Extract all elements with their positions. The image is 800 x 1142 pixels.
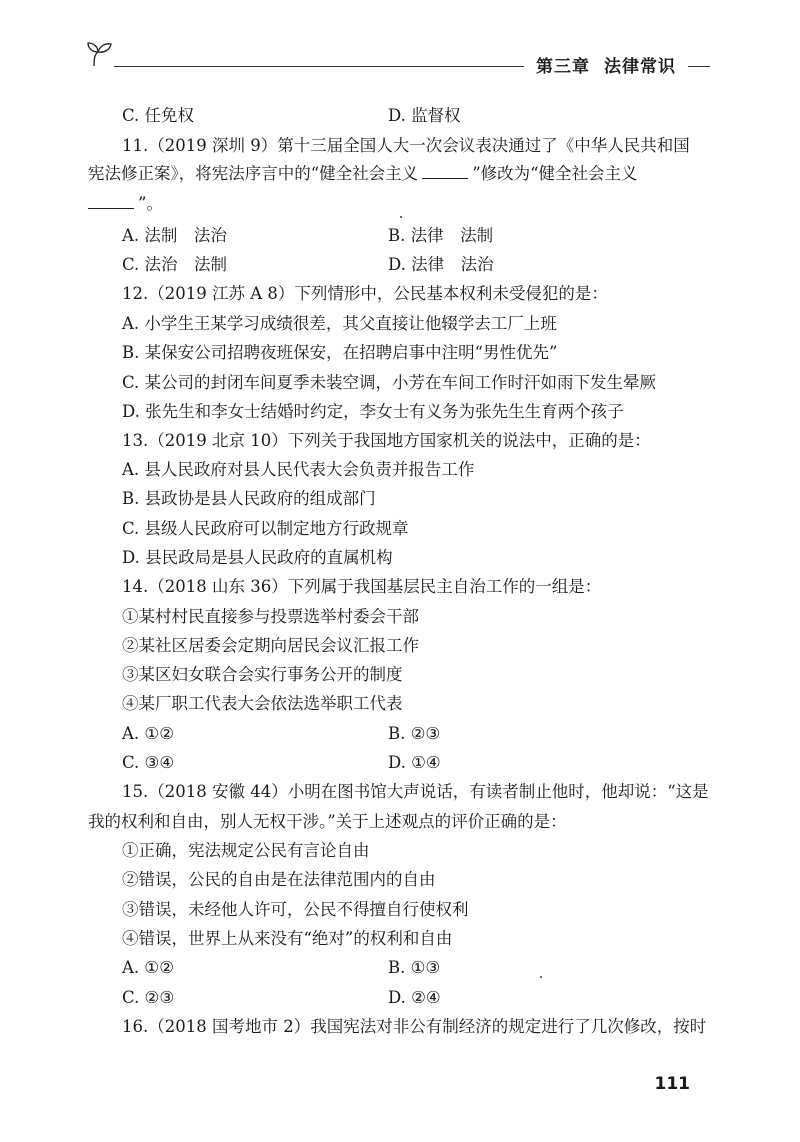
option-d: D. 监督权 — [388, 106, 461, 125]
option-b: B. 县政协是县人民政府的组成部门 — [122, 489, 376, 508]
statement-1: ①正确，宪法规定公民有言论自由 — [122, 841, 370, 860]
question-14: 14.（2018 山东 36）下列属于我国基层民主自治工作的一组是： — [122, 577, 602, 596]
chapter-title — [536, 52, 676, 77]
option-a: A. 小学生王某学习成绩很差，其父直接让他辍学去工厂上班 — [122, 314, 557, 333]
scan-speck — [400, 216, 402, 218]
running-header — [88, 40, 710, 76]
question-11: 11.（2019 深圳 9）第十三届全国人大一次会议表决通过了《中华人民共和国 — [122, 136, 690, 155]
option-c: C. 法治 法制 — [122, 255, 228, 274]
statement-4: ④错误，世界上从来没有“绝对”的权利和自由 — [122, 929, 453, 948]
header-rule-right — [688, 66, 710, 67]
statement-2: ②错误，公民的自由是在法律范围内的自由 — [122, 870, 436, 889]
question-15: 15.（2018 安徽 44）小明在图书馆大声说话，有读者制止他时，他却说：“这是 — [122, 782, 709, 801]
option-c: C. 任免权 — [122, 106, 195, 125]
option-a: A. ①② — [122, 724, 174, 743]
option-c: C. ②③ — [122, 988, 175, 1007]
scan-speck — [540, 976, 542, 978]
chapter-name: 法律常识 — [604, 57, 676, 77]
statement-3: ③某区妇女联合会实行事务公开的制度 — [122, 665, 403, 684]
option-c: C. 某公司的封闭车间夏季未装空调，小芳在车间工作时汗如雨下发生晕厥 — [122, 373, 657, 392]
sprout-icon — [86, 38, 114, 68]
header-rule-left — [114, 66, 524, 67]
option-a: A. 县人民政府对县人民代表大会负责并报告工作 — [122, 460, 475, 479]
option-d: D. ②④ — [388, 988, 441, 1007]
option-b: B. ②③ — [388, 724, 441, 743]
option-d: D. 张先生和李女士结婚时约定，李女士有义务为张先生生育两个孩子 — [122, 402, 624, 421]
option-d: D. 法律 法治 — [388, 255, 494, 274]
question-15-cont: 我的权利和自由，别人无权干涉。”关于上述观点的评价正确的是： — [88, 812, 567, 831]
option-b: B. ①③ — [388, 958, 441, 977]
page-number: 111 — [654, 1074, 690, 1094]
fill-blank — [422, 164, 468, 179]
question-13: 13.（2019 北京 10）下列关于我国地方国家机关的说法中，正确的是： — [122, 431, 651, 450]
statement-2: ②某社区居委会定期向居民会议汇报工作 — [122, 636, 419, 655]
fill-blank — [88, 194, 134, 209]
statement-3: ③错误，未经他人许可，公民不得擅自行使权利 — [122, 900, 469, 919]
question-11-cont: 宪法修正案》，将宪法序言中的“健全社会主义 ”修改为“健全社会主义 — [88, 164, 638, 183]
statement-4: ④某厂职工代表大会依法选举职工代表 — [122, 694, 403, 713]
option-a: A. ①② — [122, 958, 174, 977]
option-b: B. 某保安公司招聘夜班保安，在招聘启事中注明“男性优先” — [122, 343, 558, 362]
option-c: C. 县级人民政府可以制定地方行政规章 — [122, 519, 409, 538]
statement-1: ①某村村民直接参与投票选举村委会干部 — [122, 607, 419, 626]
option-d: D. ①④ — [388, 753, 441, 772]
option-c: C. ③④ — [122, 753, 175, 772]
question-16: 16.（2018 国考地市 2）我国宪法对非公有制经济的规定进行了几次修改，按时 — [122, 1017, 707, 1036]
question-12: 12.（2019 江苏 A 8）下列情形中，公民基本权利未受侵犯的是： — [122, 284, 608, 303]
option-a: A. 法制 法治 — [122, 226, 227, 245]
question-11-end: ”。 — [88, 194, 163, 214]
chapter-number: 第三章 — [536, 57, 590, 77]
option-b: B. 法律 法制 — [388, 226, 494, 245]
option-d: D. 县民政局是县人民政府的直属机构 — [122, 548, 393, 567]
